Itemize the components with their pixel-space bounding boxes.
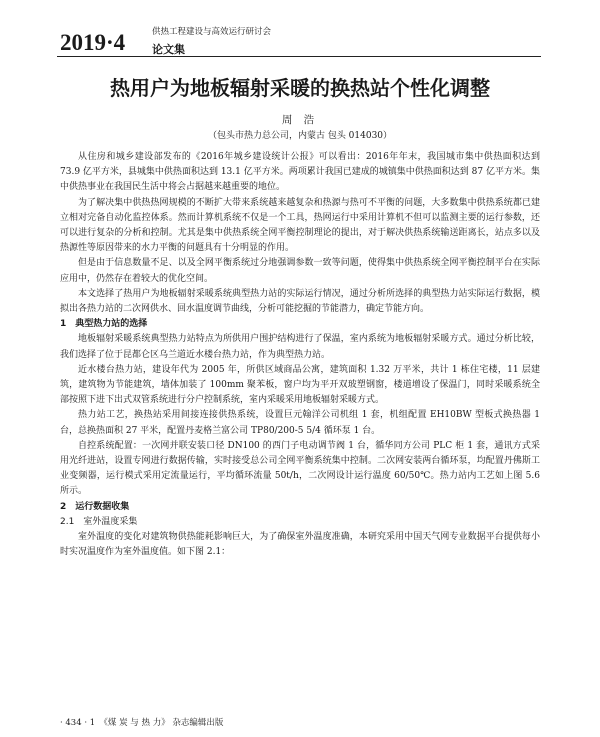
article-body — [60, 150, 540, 560]
journal-name: 供热工程建设与高效运行研讨会 — [152, 27, 272, 37]
paragraph: 自控系统配置：一次网并联安装口径 DN100 的西门子电动调节阀 1 台，循华同方公司 PLC 柜 1 套，通讯方式采用光纤进站，设置专网进行数据传输，实时接受总公司全网平衡系统集中控制。二次网安装两台循环泵，均配置丹佛斯工业变频器，运行模式采用定流量运行，平均循环流量 50t/h，二次网设计运行温度 60/50℃。热力站内工艺如上图 5.6 所示。 — [60, 440, 540, 497]
section-label: 论文集 — [152, 43, 185, 56]
page-footer: · 434 · 1 《煤 炭 与 热 力》 杂志编辑出版 — [60, 718, 224, 728]
paragraph: 为了解决集中供热热网规模的不断扩大带来系统越来越复杂和热源与热可不平衡的问题，大多数集中供热系统都已建立相对完备自动化监控体系。然而计算机系统不仅是一个工具，热网运行中采用计算机不但可以监测主要的运行参数，还可以进行复杂的分析和控制。尤其是集中供热系统全网平衡控制理论的提出，对于解决供热系统输送距离长，站点多以及热源性等原因带来的水力平衡的问题具有十分明显的作用。 — [60, 197, 540, 254]
article-title: 热用户为地板辐射采暖的换热站个性化调整 — [110, 76, 490, 100]
issue-number: 2019·4 — [60, 30, 126, 55]
paragraph: 从住房和城乡建设部发布的《2016年城乡建设统计公报》可以看出：2016年年末，我国城市集中供热面积达到 73.9 亿平方米，县城集中供热面积达到 13.1 亿平方米。两项累计我国已建成的城镇集中供热面积达到 87 亿平方米。集中供热事业在我国民生活中将会占据越来越重要的地位。 — [60, 152, 540, 193]
author-affiliation: （包头市热力总公司，内蒙古 包头 014030） — [207, 131, 393, 141]
paragraph: 热力站工艺，换热站采用间接连接供热系统，设置巨元翰洋公司机组 1 套，机组配置 EH10BW 型板式换热器 1 台，总换热面积 27 平米，配置丹麦格兰富公司 TP80/200-5 5/4 循环泵 1 台。 — [60, 410, 540, 436]
header-rule — [57, 56, 541, 57]
subsection-2-1-heading: 2.1 室外温度采集 — [60, 516, 138, 527]
section-2-heading: 2 运行数据收集 — [60, 501, 130, 512]
paragraph: 室外温度的变化对建筑物供热能耗影响巨大，为了确保室外温度准确，本研究采用中国天气网专业数据平台提供每小时实况温度作为室外温度值。如下图 2.1： — [60, 532, 540, 558]
paragraph: 近水楼台热力站，建设年代为 2005 年，所供区域商品公寓，建筑面积 1.32 万平米，共计 1 栋住宅楼，11 层建筑，建筑物为节能建筑，墙体加装了 100mm 聚苯板，窗户均为平开双玻塑钢窗，楼道增设了保温门，同时采暖系统全部按照下进下出式双管系统进行分户控制系统，室内采暖采用地板辐射采暖方式。 — [60, 364, 540, 406]
paragraph: 但是由于信息数量不足、以及全网平衡系统过分地强调参数一致等问题，使得集中供热系统全网平衡控制平台在实际应用中，仍然存在着较大的优化空间。 — [60, 258, 540, 284]
section-1-heading: 1 典型热力站的选择 — [60, 319, 148, 330]
paragraph: 本文选择了热用户为地板辐射采暖系统典型热力站的实际运行情况，通过分析所选择的典型热力站实际运行数据，模拟出各热力站的二次网供水、回水温度调节曲线，分析可能挖掘的节能潜力，确定节能方向。 — [60, 288, 540, 315]
paragraph: 地板辐射采暖系统典型热力站特点为所供用户围护结构进行了保温，室内系统为地板辐射采暖方式。通过分析比较，我们选择了位于昆都仑区乌兰道近水楼台热力站，作为典型热力站。 — [60, 334, 540, 360]
article-author: 周 浩 — [281, 114, 319, 126]
